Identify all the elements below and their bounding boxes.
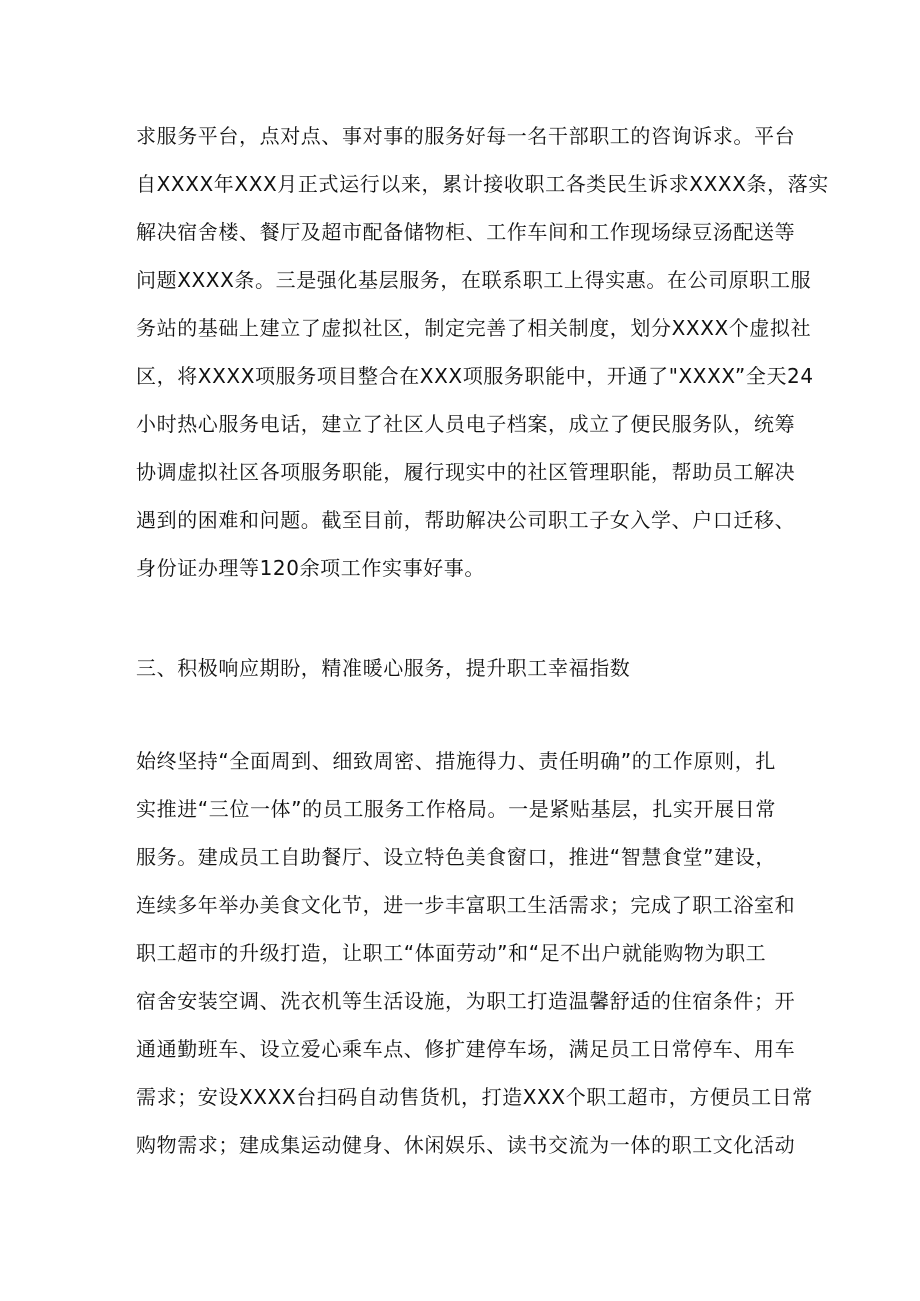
text-line: 自XXXX年XXX月正式运行以来，累计接收职工各类民生诉求XXXX条，落实 [136,172,829,196]
text-line: 身份证办理等120余项工作实事好事。 [136,556,485,580]
text-line: 通通勤班车、设立爱心乘车点、修扩建停车场，满足员工日常停车、用车 [136,1037,796,1061]
text-line: 购物需求；建成集运动健身、休闲娱乐、读书交流为一体的职工文化活动 [136,1133,796,1157]
text-line: 区，将XXXX项服务项目整合在XXX项服务职能中，开通了"XXXX”全天24 [136,364,814,388]
text-line: 宿舍安装空调、洗衣机等生活设施，为职工打造温馨舒适的住宿条件；开 [136,989,796,1013]
text-line: 小时热心服务电话，建立了社区人员电子档案，成立了便民服务队，统筹 [136,412,796,436]
text-line: 连续多年举办美食文化节，进一步丰富职工生活需求；完成了职工浴室和 [136,893,796,917]
text-line: 始终坚持“全面周到、细致周密、措施得力、责任明确”的工作原则，扎 [136,749,776,773]
text-line: 职工超市的升级打造，让职工“体面劳动”和“足不出户就能购物为职工 [136,941,767,965]
text-line: 解决宿舍楼、餐厅及超市配备储物柜、工作车间和工作现场绿豆汤配送等 [136,220,796,244]
text-line: 求服务平台，点对点、事对事的服务好每一名干部职工的咨询诉求。平台 [136,124,796,148]
text-line: 问题XXXX条。三是强化基层服务，在联系职工上得实惠。在公司原职工服 [136,268,812,292]
text-line: 实推进“三位一体”的员工服务工作格局。一是紧贴基层，扎实开展日常 [136,797,776,821]
text-line: 服务。建成员工自助餐厅、设立特色美食窗口，推进“智慧食堂”建设， [136,845,776,869]
text-line: 协调虚拟社区各项服务职能，履行现实中的社区管理职能，帮助员工解决 [136,460,796,484]
text-line: 需求；安设XXXX台扫码自动售货机，打造XXX个职工超市，方便员工日常 [136,1085,813,1109]
text-line: 务站的基础上建立了虚拟社区，制定完善了相关制度，划分XXXX个虚拟社 [136,316,812,340]
section-heading: 三、积极响应期盼，精准暖心服务，提升职工幸福指数 [136,656,631,680]
text-line: 遇到的困难和问题。截至目前，帮助解决公司职工子女入学、户口迁移、 [136,508,796,532]
